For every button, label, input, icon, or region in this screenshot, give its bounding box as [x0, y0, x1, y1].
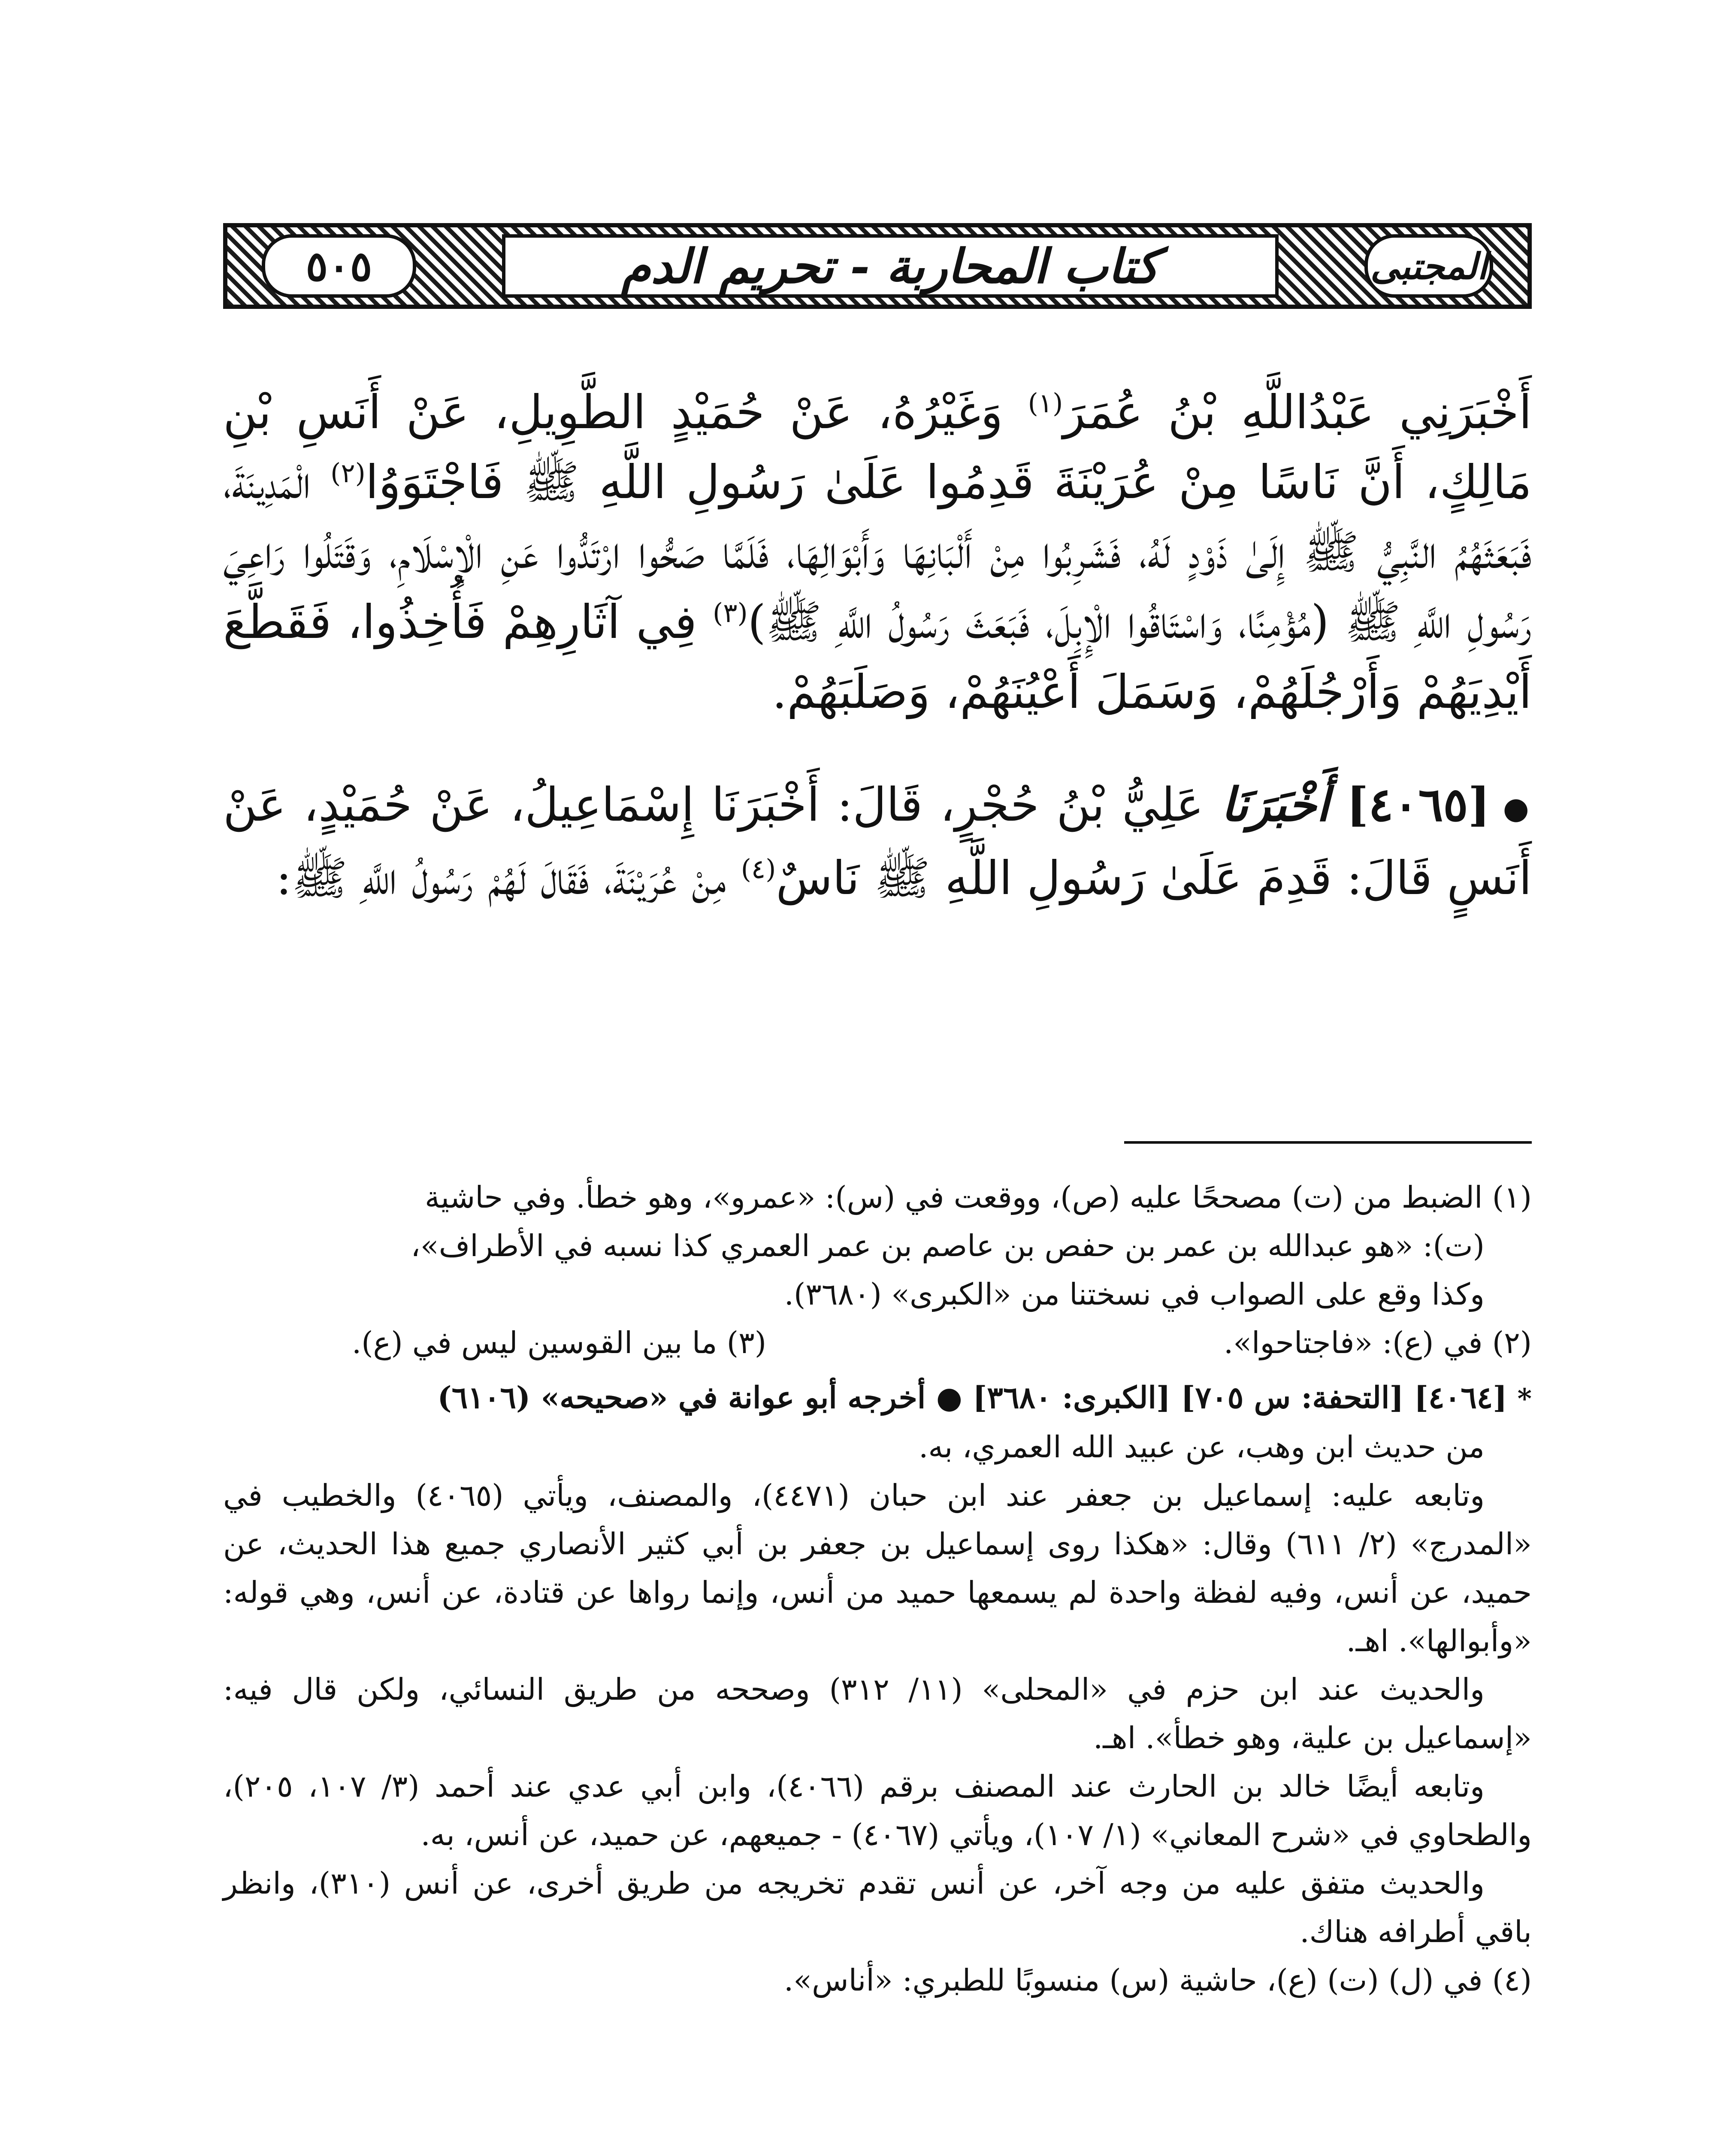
takhrij-paragraph: والحديث متفق عليه من وجه آخر، عن أنس تقدم تخريجه من طريق أخرى، عن أنس (٣١٠)، وانظر باقي أطرافه هناك.	[223, 1866, 1532, 1949]
text-segment: الْمَدِينَةَ، فَبَعَثَهُمُ النَّبِيُّ ﷺ إِلَىٰ ذَوْدٍ لَهُ، فَشَرِبُوا مِنْ أَلْبَانِهَا وَأَبْوَالِهَا، فَلَمَّا صَحُّوا ارْتَدُّوا عَنِ الْإِسْلَامِ، وَقَتَلُوا رَاعِيَ رَسُولِ اللَّهِ ﷺ (مُؤْمِنًا، وَاسْتَاقُوا الْإِبِلَ، فَبَعَثَ رَسُولُ اللَّهِ ﷺ)	[223, 456, 1532, 649]
takhrij-paragraph: وتابعه أيضًا خالد بن الحارث عند المصنف برقم (٤٠٦٦)، وابن أبي عدي عند أحمد (٣/ ١٠٧، ٢٠٥)، والطحاوي في «شرح المعاني» (١/ ١٠٧)، ويأتي (٤٠٦٧) - جميعهم، عن حميد، عن أنس، به.	[223, 1769, 1532, 1852]
footnote-ref-4: (٤)	[741, 853, 776, 885]
footnote-ref-3: (٣)	[712, 597, 748, 628]
footnote-divider	[1124, 1141, 1532, 1144]
takhrij-paragraph: والحديث عند ابن حزم في «المحلى» (١١/ ٣١٢) وصححه من طريق النسائي، ولكن قال فيه: «إسماعيل بن علية، وهو خطأ». اهـ.	[223, 1672, 1532, 1755]
text-segment: وَغَيْرُهُ، عَنْ حُمَيْدٍ الطَّوِيلِ، عَنْ أَنَسِ بْنِ مَالِكٍ، أَنَّ نَاسًا مِنْ عُرَيْنَةَ قَدِمُوا عَلَىٰ رَسُولِ اللَّهِ ﷺ فَاجْتَوَوُا	[223, 386, 1532, 509]
takhrij-refs: [٤٠٦٤] [التحفة: س ٧٠٥] [الكبرى: ٣٦٨٠]	[973, 1380, 1507, 1415]
hadith-number: [٤٠٦٥]	[1346, 778, 1490, 832]
chain-lead-word: أَخْبَرَنَا	[1221, 778, 1329, 832]
footnote-1: (١) الضبط من (ت) مصححًا عليه (ص)، ووقعت في (س): «عمرو»، وهو خطأ. وفي حاشية	[424, 1180, 1532, 1215]
takhrij-heading	[223, 1373, 1532, 1423]
page-header	[223, 223, 1532, 309]
text-segment: أَخْبَرَنِي عَبْدُاللَّهِ بْنُ عُمَرَ	[1063, 386, 1532, 439]
text-segment: عَلِيُّ بْنُ حُجْرٍ، قَالَ: أَخْبَرَنَا إِسْمَاعِيلُ، عَنْ حُمَيْدٍ، عَنْ أَنَسٍ قَالَ: قَدِمَ عَلَىٰ رَسُولِ اللَّهِ ﷺ نَاسٌ	[223, 778, 1532, 906]
footnote-2: (٢) في (ع): «فاجتاحوا».	[1223, 1325, 1532, 1360]
footnote-4: (٤) في (ل) (ت) (ع)، حاشية (س) منسوبًا للطبري: «أناس».	[784, 1963, 1532, 1998]
hadith-4065-text	[223, 770, 1532, 913]
takhrij-line: من حديث ابن وهب، عن عبيد الله العمري، به.	[919, 1429, 1485, 1465]
footnote-1-cont: وكذا وقع على الصواب في نسختنا من «الكبرى» (٣٦٨٠).	[784, 1277, 1485, 1312]
book-logo: المجتبى	[1364, 234, 1493, 298]
page-number: ٥٠٥	[262, 234, 416, 298]
takhrij-paragraph: وتابعه عليه: إسماعيل بن جعفر عند ابن حبان (٤٤٧١)، والمصنف، ويأتي (٤٠٦٥) والخطيب في «المدرج» (٢/ ٦١١) وقال: «هكذا روى إسماعيل بن جعفر بن أبي كثير الأنصاري جميع هذا الحديث، عن حميد، عن أنس، وفيه لفظة واحدة لم يسمعها حميد من أنس، وإنما رواها عن قتادة، عن أنس، وهي قوله: «وأبوالها». اهـ.	[223, 1478, 1532, 1659]
takhrij-source: أخرجه أبو عوانة في «صحيحه» (٦١٠٦)	[437, 1380, 926, 1415]
footnote-pair	[223, 1319, 1532, 1367]
text-segment: فِي آثَارِهِمْ فَأُخِذُوا، فَقَطَّعَ أَيْدِيَهُمْ وَأَرْجُلَهُمْ، وَسَمَلَ أَعْيُنَهُمْ، وَصَلَبَهُمْ.	[223, 595, 1532, 719]
bullet-icon: ●	[936, 1380, 962, 1415]
footnote-ref-1: (١)	[1028, 387, 1063, 419]
chapter-title: كتاب المحاربة - تحريم الدم	[502, 234, 1279, 298]
bullet-icon: ●	[1503, 791, 1532, 826]
footnote-ref-2: (٢)	[330, 457, 366, 489]
hadith-4064-text	[223, 378, 1532, 727]
star-icon: *	[1517, 1383, 1532, 1415]
main-text	[223, 378, 1532, 913]
text-segment: مِنْ عُرَيْنَةَ، فَقَالَ لَهُمْ رَسُولُ اللَّهِ ﷺ:	[276, 852, 741, 906]
footnote-3: (٣) ما بين القوسين ليس في (ع).	[352, 1325, 767, 1360]
footnote-1-cont: (ت): «هو عبدالله بن عمر بن حفص بن عاصم بن عمر العمري كذا نسبه في الأطراف»،	[411, 1228, 1485, 1263]
footnotes	[223, 1173, 1532, 2005]
